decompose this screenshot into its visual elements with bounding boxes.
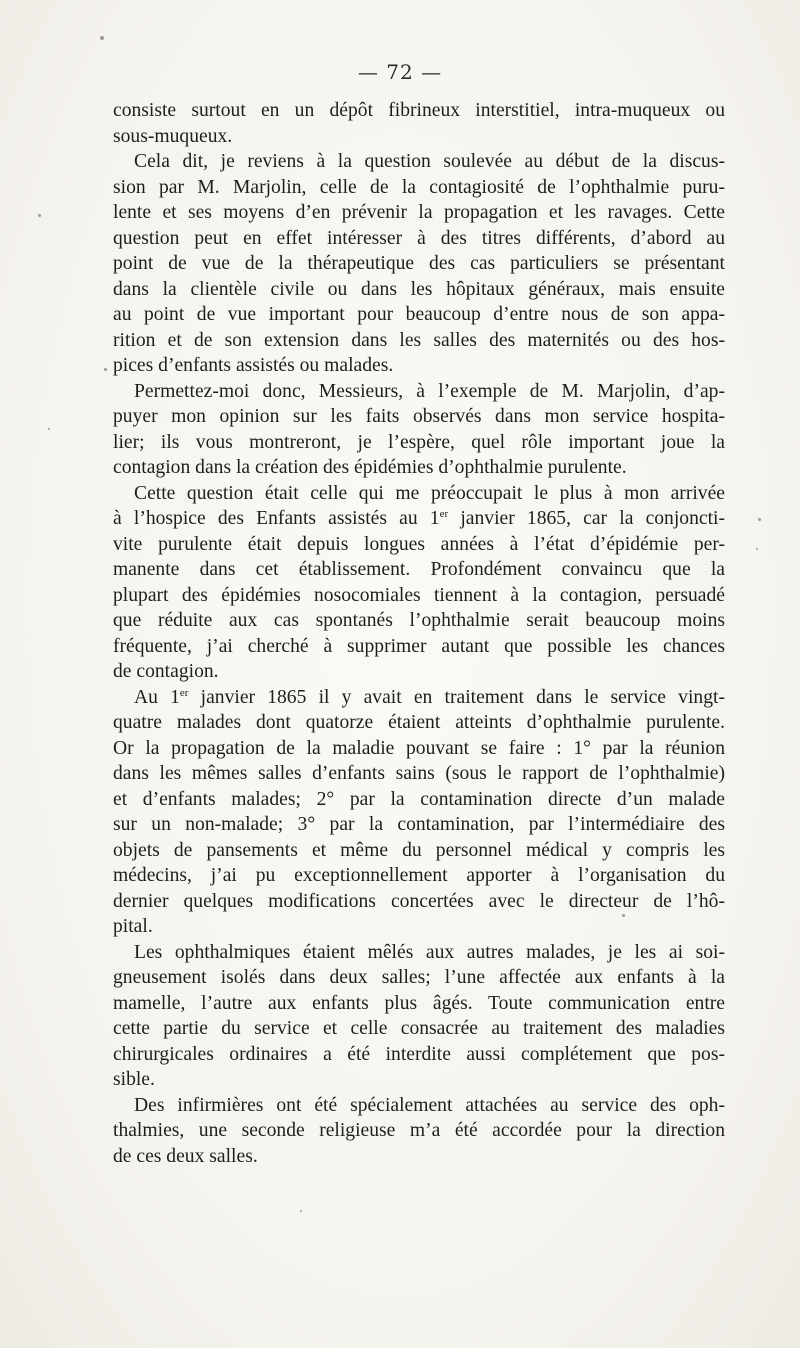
paragraph [113, 1093, 725, 1170]
text-line: puyer mon opinion sur les faits observés dans mon service hospita- [113, 406, 725, 427]
text-line: objets de pansements et même du personnel médical y compris les [113, 839, 725, 861]
paragraph [113, 940, 725, 1093]
scan-speck [100, 36, 104, 40]
text-line: à l’hospice des Enfants assistés au 1er janvier 1865, car la conjoncti- [113, 508, 726, 529]
scan-speck [622, 914, 625, 917]
text-line: dernier quelques modifications concertées avec le directeur de l’hô- [113, 890, 725, 912]
scan-speck [756, 548, 758, 550]
text-line: quatre malades dont quatorze étaient atteints d’ophthalmie purulente. [113, 712, 725, 733]
scan-speck [300, 1210, 302, 1212]
text-line: que réduite aux cas spontanés l’ophthalmie serait beaucoup moins [113, 610, 725, 631]
text-line: Au 1er janvier 1865 il y avait en traitement dans le service vingt- [134, 686, 725, 708]
text-line: vite purulente était depuis longues années à l’état d’épidémie per- [113, 533, 725, 555]
scan-speck [38, 214, 41, 217]
text-line: contagion dans la création des épidémies d’ophthalmie purulente. [113, 457, 627, 478]
text-line: médecins, j’ai pu exceptionnellement apporter à l’organisation du [113, 865, 725, 886]
text-line: lier; ils vous montreront, je l’espère, quel rôle important joue la [113, 431, 725, 453]
text-line: Cela dit, je reviens à la question soulevée au début de la discus- [134, 151, 725, 172]
text-line: au point de vue important pour beaucoup d’entre nous de son appa- [113, 304, 725, 325]
paragraph [113, 149, 725, 379]
text-line: lente et ses moyens d’en prévenir la propagation et les ravages. Cette [113, 202, 725, 223]
text-line: thalmies, une seconde religieuse m’a été accordée pour la direction [113, 1120, 725, 1141]
text-line: Des infirmières ont été spécialement attachées au service des oph- [134, 1094, 725, 1116]
text-line: manente dans cet établissement. Profondément convaincu que la [113, 559, 725, 580]
text-line: Cette question était celle qui me préoccupait le plus à mon arrivée [134, 482, 725, 504]
text-line: Permettez-moi donc, Messieurs, à l’exemple de M. Marjolin, d’ap- [134, 380, 725, 402]
text-line: question peut en effet intéresser à des titres différents, d’abord au [113, 227, 725, 249]
page-number: — 72 — [357, 60, 443, 84]
text-line: sur un non-malade; 3° par la contamination, par l’intermédiaire des [113, 814, 725, 835]
scan-speck [758, 518, 761, 521]
body-text [113, 98, 725, 1169]
paragraph [113, 685, 725, 940]
paragraph [113, 379, 725, 481]
text-line: consiste surtout en un dépôt fibrineux interstitiel, intra-muqueux ou [113, 100, 725, 121]
text-line: Or la propagation de la maladie pouvant se faire : 1° par la réunion [113, 737, 725, 759]
text-line: pices d’enfants assistés ou malades. [113, 355, 394, 376]
text-line: dans les mêmes salles d’enfants sains (sous le rapport de l’ophthalmie) [113, 763, 725, 784]
paragraph [113, 481, 725, 685]
text-line: chirurgicales ordinaires a été interdite aussi complétement que pos- [113, 1043, 725, 1065]
scan-speck [104, 368, 107, 371]
scan-speck [48, 428, 50, 430]
text-line: de ces deux salles. [113, 1145, 258, 1167]
text-line: mamelle, l’autre aux enfants plus âgés. Toute communication entre [113, 992, 725, 1014]
text-line: sion par M. Marjolin, celle de la contagiosité de l’ophthalmie puru- [113, 176, 725, 198]
text-line: fréquente, j’ai cherché à supprimer autant que possible les chances [113, 635, 725, 657]
paragraph [113, 98, 725, 149]
text-line: gneusement isolés dans deux salles; l’une affectée aux enfants à la [113, 967, 725, 988]
text-line: sible. [113, 1069, 155, 1090]
text-line: sous-muqueux. [113, 125, 233, 147]
text-line: et d’enfants malades; 2° par la contamination directe d’un malade [113, 788, 725, 810]
text-line: cette partie du service et celle consacrée au traitement des maladies [113, 1018, 725, 1039]
text-line: plupart des épidémies nosocomiales tiennent à la contagion, persuadé [113, 584, 725, 606]
text-line: pital. [113, 916, 153, 937]
text-line: rition et de son extension dans les salles des maternités ou des hos- [113, 329, 725, 351]
text-line: de contagion. [113, 661, 219, 682]
text-line: dans la clientèle civile ou dans les hôpitaux généraux, mais ensuite [113, 278, 725, 300]
text-line: Les ophthalmiques étaient mêlés aux autres malades, je les ai soi- [134, 941, 725, 963]
text-line: point de vue de la thérapeutique des cas particuliers se présentant [113, 253, 725, 274]
